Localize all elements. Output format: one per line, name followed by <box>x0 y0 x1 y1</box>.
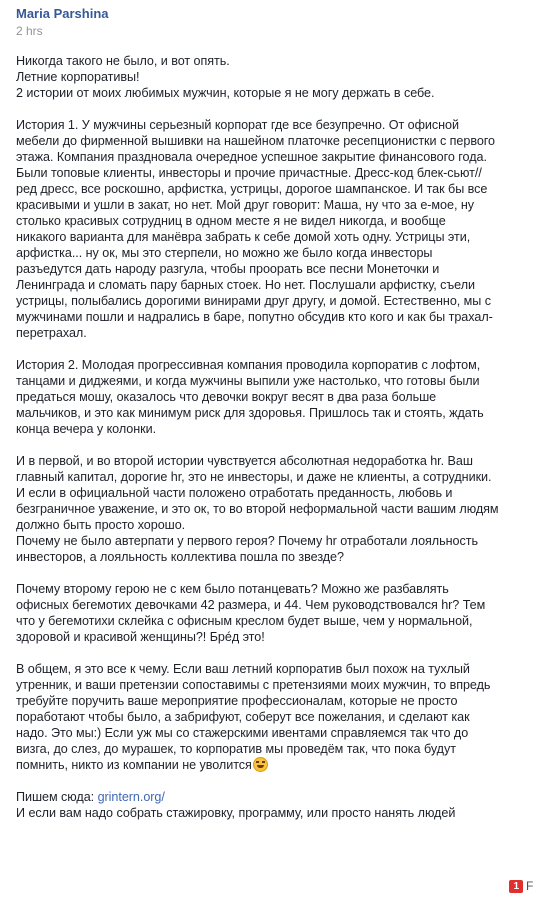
text-line: перетрахал. <box>16 326 87 340</box>
notification-indicator[interactable] <box>505 877 534 895</box>
paragraph-intro <box>16 53 531 101</box>
paragraph-contact <box>16 789 531 821</box>
text-line: 2 истории от моих любимых мужчин, которые я не могу держать в себе. <box>16 86 435 100</box>
text-line: разъедутся дать народу разгула, чтобы проорать все песни Монеточки и <box>16 262 440 276</box>
paragraph-questions <box>16 581 531 645</box>
contact-prefix: Пишем сюда: <box>16 790 98 804</box>
text-line: арфистка... ну ок, мы это стерпели, но можно же было когда инвесторы <box>16 246 433 260</box>
text-line: Ленинграда и сломать пару барных стоек. Но нет. Послушали арфистку, съели <box>16 278 475 292</box>
text-line: История 2. Молодая прогрессивная компания проводила корпоратив с лофтом, <box>16 358 481 372</box>
website-link[interactable]: grintern.org/ <box>97 790 165 804</box>
notification-count-badge[interactable]: 1 <box>509 880 523 893</box>
text-line: требуйте поручить ваше мероприятие профессионалам, которые не просто <box>16 694 458 708</box>
text-line: мужчинами пошли и надрались в баре, попутно обсудив кто кого и как бы трахал- <box>16 310 493 324</box>
paragraph-conclusion <box>16 661 531 773</box>
text-line: И если в официальной части положено отработать преданность, любовь и <box>16 486 453 500</box>
text-line: надо. Это мы:) Если уж мы со стажерскими ивентами справляемся так что до <box>16 726 469 740</box>
text-line: этажа. Компания праздновала очередное успешное закрытие финансового года. <box>16 150 487 164</box>
text-line: утренник, и ваши претензии сопоставимы с претензиями моих мужчин, то впредь <box>16 678 491 692</box>
text-line: никакого варианта для манёвра забрать к себе домой хоть одну. Устрицы эти, <box>16 230 471 244</box>
paragraph-story-2 <box>16 357 531 437</box>
text-line: поработают чтобы было, а забрифуют, соберут все пожелания, и сделают как <box>16 710 470 724</box>
text-line: Летние корпоративы! <box>16 70 140 84</box>
paragraph-story-1 <box>16 117 531 341</box>
text-line: Были топовые клиенты, инвесторы и прочие причастные. Дресс-код блек-сьют// <box>16 166 482 180</box>
text-line: предаться мошу, оказалось что девочки вокруг весят в два раза больше <box>16 390 437 404</box>
text-line: В общем, я это все к чему. Если ваш летний корпоратив был похож на тухлый <box>16 662 470 676</box>
notification-label[interactable]: F <box>526 879 534 893</box>
grinning-sweat-emoji-icon <box>253 757 268 772</box>
text-line: главный капитал, дорогие hr, это не инвесторы, и даже не клиенты, а сотрудники. <box>16 470 492 484</box>
text-line: И если вам надо собрать стажировку, программу, или просто нанять людей <box>16 806 456 820</box>
text-line: должно быть просто хорошо. <box>16 518 186 532</box>
text-line: офисных бегемотих девочками 42 размера, и 44. Чем руководствовался hr? Тем <box>16 598 486 612</box>
text-line: столько красивых сотрудниц в одном месте я не видел никогда, и вообще <box>16 214 446 228</box>
post-body <box>16 53 531 821</box>
text-line: И в первой, и во второй истории чувствуется абсолютная недоработка hr. Ваш <box>16 454 473 468</box>
text-line: Почему второму герою не с кем было потанцевать? Можно же разбавлять <box>16 582 449 596</box>
post <box>16 6 531 837</box>
text-line: конца вечера у колонки. <box>16 422 157 436</box>
text-line: устрицы, полыбались дорогими винирами друг другу, и домой. Естественно, мы с <box>16 294 491 308</box>
text-line: здоровой и красивой женщины?! Брéд это! <box>16 630 265 644</box>
text-line: Почему не было автерпати у первого героя? Почему hr отработали лояльность <box>16 534 478 548</box>
paragraph-hr-critique <box>16 453 531 565</box>
author-name[interactable]: Maria Parshina <box>16 6 109 21</box>
text-line: визга, до слез, до мурашек, то корпоратив мы проведём так, что пока будут <box>16 742 456 756</box>
text-segment: помнить, никто из компании не уволится <box>16 758 252 772</box>
text-line: мебели до фирменной вышивки на нашейном платочке ресепционистки с первого <box>16 134 496 148</box>
text-line: мальчиков, и это как минимум риск для здоровья. Пришлось так и стоять, ждать <box>16 406 484 420</box>
text-line <box>16 757 531 773</box>
post-timestamp[interactable]: 2 hrs <box>16 24 43 38</box>
contact-line <box>16 789 531 805</box>
text-line: танцами и диджеями, и когда мужчины выпили уже настолько, что готовы были <box>16 374 480 388</box>
text-line: что у бегемотихи склейка с офисным креслом будет выше, чем у нормальной, <box>16 614 473 628</box>
text-line: Никогда такого не было, и вот опять. <box>16 54 230 68</box>
text-line: красивыми и ушли в закат, но нет. Мой друг говорит: Маша, ну что за е-мое, ну <box>16 198 474 212</box>
text-line: инвесторов, а лояльность коллектива пошла по звезде? <box>16 550 344 564</box>
text-line: История 1. У мужчины серьезный корпорат где все безупречно. От офисной <box>16 118 459 132</box>
text-line: безграничное уважение, и это ок, то во второй неформальной части вашим людям <box>16 502 499 516</box>
text-line: ред дресс, все роскошно, арфистка, устрицы, дорогое шампанское. И так бы все <box>16 182 488 196</box>
